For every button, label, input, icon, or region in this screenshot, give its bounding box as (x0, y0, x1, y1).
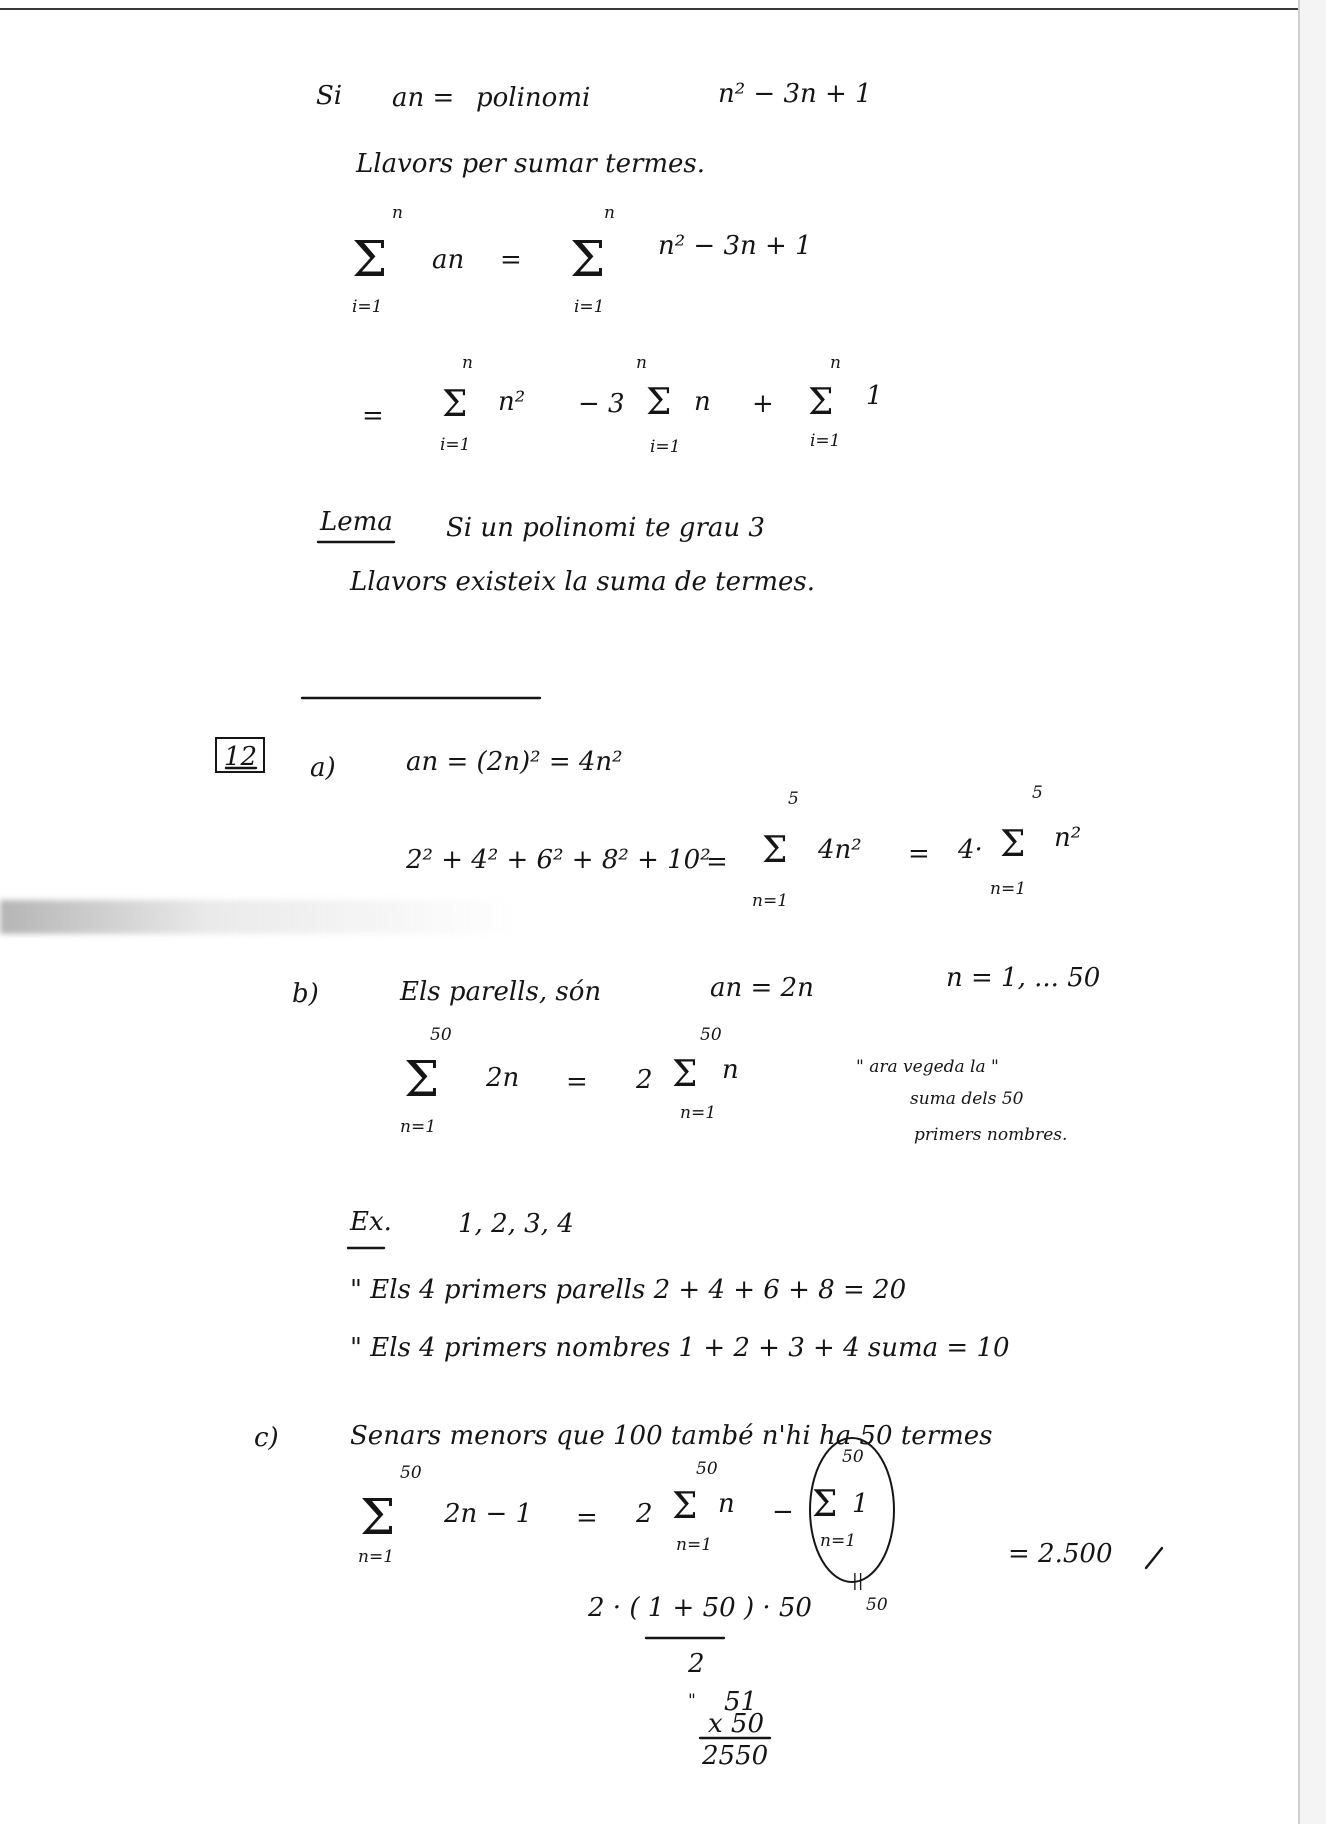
part-c-result-mark (1146, 1548, 1162, 1568)
split-sum (362, 353, 883, 457)
split-plus: + (752, 389, 774, 419)
part-b (292, 963, 1100, 1145)
part-a-sigma-1: Σ (762, 830, 788, 871)
exercise-number: 12 (224, 742, 258, 772)
part-a-eq-1: = (706, 847, 728, 877)
split-term-2: n (694, 387, 711, 417)
part-a-label: a) (310, 753, 336, 783)
part-b-label: b) (292, 979, 319, 1009)
part-a-eq-2: = (908, 839, 930, 869)
sum-equation (352, 203, 812, 317)
part-c-intro: Senars menors que 100 també n'hi ha 50 termes (350, 1421, 993, 1451)
part-c-mult-result: 2550 (702, 1741, 769, 1771)
part-b-sigma-1: Σ (404, 1050, 440, 1108)
part-c-calc-denominator: 2 (688, 1649, 705, 1679)
intro-si: Si (316, 81, 343, 111)
part-c-result: = 2.500 (1008, 1539, 1113, 1569)
lemma-line-2: Llavors existeix la suma de termes. (350, 567, 816, 597)
part-b-term-1: 2n (486, 1063, 520, 1093)
part-c-circled-eq: || (852, 1571, 864, 1591)
part-c-mult-b: x 50 (708, 1709, 765, 1739)
part-b-term-2: n (722, 1055, 739, 1085)
part-b-lower-2: n=1 (680, 1103, 717, 1123)
lemma-block (318, 507, 815, 597)
part-a-an-def: an = (2n)² = 4n² (406, 747, 623, 777)
part-c-sigma-3: Σ (812, 1484, 838, 1525)
part-a-term-2: n² (1054, 823, 1082, 853)
part-c-sigma-2: Σ (672, 1486, 698, 1527)
intro-line-2: Llavors per sumar termes. (356, 149, 706, 179)
part-b-upper-2: 50 (700, 1025, 722, 1045)
split-lower-2: i=1 (650, 437, 681, 457)
split-term-1: n² (498, 387, 526, 417)
split-lower-1: i=1 (440, 435, 471, 455)
sum-eq: = (500, 245, 522, 275)
sigma-1: Σ (352, 230, 388, 288)
split-upper-2: n (636, 353, 647, 373)
part-c-calc-eq: " (688, 1691, 696, 1711)
part-b-intro: Els parells, són (400, 977, 602, 1007)
example-sequence: 1, 2, 3, 4 (458, 1209, 574, 1239)
split-minus-3: − 3 (578, 389, 625, 419)
sum-lower-2: i=1 (574, 297, 605, 317)
split-lower-3: i=1 (810, 431, 841, 451)
part-c-term-3: 1 (852, 1489, 869, 1519)
sigma-2: Σ (570, 230, 606, 288)
example-line-1: " Els 4 primers parells 2 + 4 + 6 + 8 = 20 (350, 1275, 907, 1305)
part-b-range: n = 1, ... 50 (946, 963, 1101, 993)
sum-upper-2: n (604, 203, 615, 223)
part-a-squares: 2² + 4² + 6² + 8² + 10² (406, 845, 711, 875)
split-sigma-2: Σ (646, 382, 672, 423)
lemma-line-1: Si un polinomi te grau 3 (446, 513, 765, 543)
part-a-upper-1: 5 (788, 789, 799, 809)
part-c-calc-line: 2 · ( 1 + 50 ) · 50 (588, 1593, 812, 1623)
part-a-lower-2: n=1 (990, 879, 1027, 899)
sum-left-term: an (432, 245, 465, 275)
part-b-note-2: suma dels 50 (910, 1089, 1024, 1109)
part-a-upper-2: 5 (1032, 783, 1043, 803)
part-c-upper-3: 50 (842, 1447, 864, 1467)
split-term-3: 1 (866, 381, 883, 411)
part-b-note-3: primers nombres. (914, 1125, 1068, 1145)
exercise-12-number (216, 738, 264, 772)
intro-expression: n² − 3n + 1 (718, 79, 872, 109)
part-c (254, 1421, 1162, 1771)
split-eq: = (362, 401, 384, 431)
sum-lower-1: i=1 (352, 297, 383, 317)
part-c-term-2: n (718, 1489, 735, 1519)
part-c-label: c) (254, 1423, 279, 1453)
part-c-eq: = (576, 1503, 598, 1533)
split-sigma-3: Σ (808, 382, 834, 423)
part-b-eq: = (566, 1067, 588, 1097)
part-a (310, 747, 1081, 911)
example-line-2: " Els 4 primers nombres 1 + 2 + 3 + 4 suma = 10 (350, 1333, 1010, 1363)
part-a-sigma-2: Σ (1000, 824, 1026, 865)
sum-upper-1: n (392, 203, 403, 223)
part-b-coef: 2 (636, 1065, 653, 1095)
split-upper-3: n (830, 353, 841, 373)
part-b-sigma-2: Σ (672, 1054, 698, 1095)
part-a-term-1: 4n² (818, 835, 862, 865)
part-b-upper-1: 50 (430, 1025, 452, 1045)
part-c-minus: − (772, 1497, 794, 1527)
intro-an: an = (392, 83, 455, 113)
split-upper-1: n (462, 353, 473, 373)
sum-right-term: n² − 3n + 1 (658, 231, 812, 261)
intro-polinomi: polinomi (476, 83, 591, 113)
part-b-an-def: an = 2n (710, 973, 814, 1003)
part-c-lower-1: n=1 (358, 1547, 395, 1567)
part-c-coef: 2 (636, 1499, 653, 1529)
example-block (348, 1207, 1010, 1363)
split-sigma-1: Σ (442, 384, 468, 425)
part-a-coef: 4· (958, 835, 983, 865)
part-b-note-1: " ara vegeda la " (856, 1057, 999, 1077)
part-c-upper-1: 50 (400, 1463, 422, 1483)
part-c-lower-2: n=1 (676, 1535, 713, 1555)
part-c-term-1: 2n − 1 (444, 1499, 533, 1529)
part-b-lower-1: n=1 (400, 1117, 437, 1137)
example-label: Ex. (350, 1207, 392, 1237)
part-c-sigma-1: Σ (360, 1488, 396, 1546)
part-c-upper-2: 50 (696, 1459, 718, 1479)
part-c-mult-a: 51 (724, 1687, 758, 1717)
intro-line-1 (316, 79, 872, 113)
part-c-circled-value: 50 (866, 1595, 888, 1615)
part-c-lower-3: n=1 (820, 1531, 857, 1551)
part-a-lower-1: n=1 (752, 891, 789, 911)
lemma-heading: Lema (320, 507, 393, 537)
